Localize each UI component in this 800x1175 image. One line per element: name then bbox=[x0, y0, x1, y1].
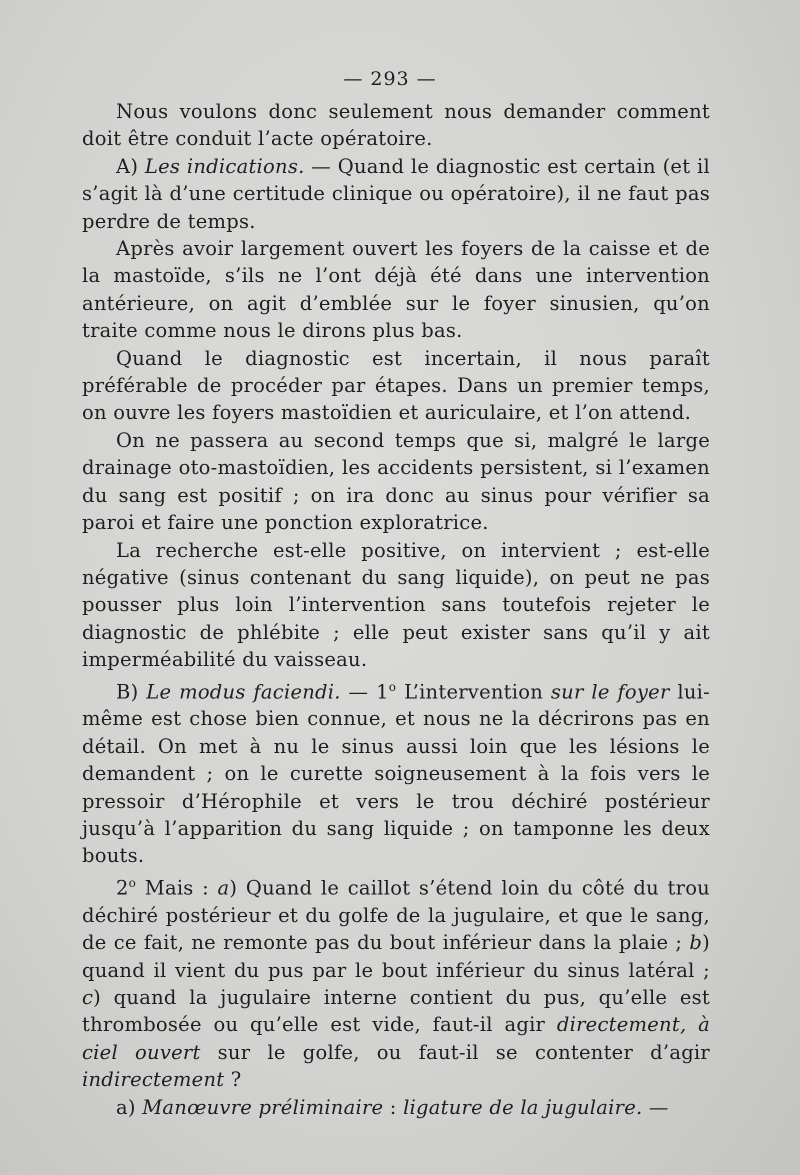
paragraph-uncertain-diagnosis: Quand le diagnostic est incertain, il nous paraît préférable de procéder par étapes. Dans un premier temps, on ouvre les foyers mastoïdien et auriculaire, et l’on attend. bbox=[82, 346, 710, 425]
point-lead: Mais : bbox=[136, 876, 218, 900]
section-label-b: B) bbox=[116, 680, 139, 704]
paragraph-modus-faciendi bbox=[82, 674, 710, 870]
case-c-letter: c bbox=[82, 986, 94, 1009]
modus-pre: L’intervention bbox=[396, 680, 551, 704]
point-ordinal: o bbox=[128, 875, 137, 890]
page-body bbox=[82, 98, 710, 1121]
subsection-label-a: a) bbox=[116, 1095, 136, 1119]
section-label-a: A) bbox=[116, 154, 139, 178]
case-b-text: ) quand il vient du pus par le bout inférieur du sinus latéral ; bbox=[82, 931, 710, 982]
paragraph-indications bbox=[82, 153, 710, 235]
subsection-colon: : bbox=[383, 1095, 404, 1119]
case-a-letter: a bbox=[217, 876, 230, 900]
section-title-indications: Les indications. bbox=[144, 154, 305, 178]
modus-emphasis: sur le foyer bbox=[550, 680, 670, 704]
paragraph-second-step: On ne passera au second temps que si, malgré le large drainage oto-mastoïdien, les accidents persistent, si l’examen du sang est positif ; on ira donc au sinus pour vérifier sa paroi et faire une ponction exploratrice. bbox=[82, 428, 710, 535]
paragraph-certain-diagnosis: Après avoir largement ouvert les foyers de la caisse et de la mastoïde, s’ils ne l’ont déjà été dans une intervention antérieure, on agit d’emblée sur le foyer sinusien, qu’on traite comme nous le dirons plus bas. bbox=[82, 237, 710, 343]
modus-ordinal: o bbox=[388, 679, 397, 694]
modus-number: — 1 bbox=[340, 680, 389, 704]
section-title-modus: Le modus faciendi. bbox=[146, 680, 341, 704]
case-a-text: ) Quand le caillot s’étend loin du côté du trou déchiré postérieur et du golfe de la jugulaire, et que le sang, de ce fait, ne remonte pas du bout inférieur dans la plaie ; bbox=[82, 876, 710, 955]
point-number: 2 bbox=[116, 876, 129, 900]
paragraph-intro: Nous voulons donc seulement nous demander comment doit être conduit l’acte opératoire. bbox=[82, 100, 710, 151]
case-b-letter: b bbox=[689, 931, 703, 955]
paragraph-preliminary bbox=[82, 1094, 710, 1121]
paragraph-exploration-result: La recherche est-elle positive, on intervient ; est-elle négative (sinus contenant du sang liquide), on peut ne pas pousser plus loin l’intervention sans toutefois rejeter le diagnostic de phlébite ; elle peut exister sans qu’il y ait imperméabilité du vaisseau. bbox=[82, 538, 710, 672]
emphasis-direct: directement, à ciel ouvert bbox=[82, 1013, 711, 1064]
paragraph-second-point bbox=[82, 870, 710, 1094]
indications-text: — Quand le diagnostic est certain (et il s’agit là d’une certitude clinique ou opératoire), il ne faut pas perdre de temps. bbox=[82, 154, 710, 233]
point-mid: sur le golfe, ou faut-il se contenter d’agir bbox=[200, 1040, 710, 1064]
case-c-text: ) quand la jugulaire interne contient du pus, qu’elle est thrombosée ou qu’elle est vide, faut-il agir bbox=[82, 986, 710, 1037]
page-number: — 293 — bbox=[343, 68, 437, 90]
emphasis-indirect: indirectement bbox=[82, 1068, 225, 1092]
subsection-title-preliminary: Manœuvre préliminaire bbox=[142, 1095, 384, 1119]
point-end: ? bbox=[224, 1068, 242, 1092]
subsection-ligature: ligature de la jugulaire. bbox=[403, 1095, 643, 1119]
subsection-dash: — bbox=[642, 1095, 669, 1119]
modus-text: lui-même est chose bien connue, et nous ne la décrirons pas en détail. On met à nu le sinus aussi loin que les lésions le demandent ; on le curette soigneusement à la fois vers le pressoir d’Hérophile et vers le trou déchiré postérieur jusqu’à l’apparition du sang liquide ; on tamponne les deux bouts. bbox=[82, 680, 710, 868]
